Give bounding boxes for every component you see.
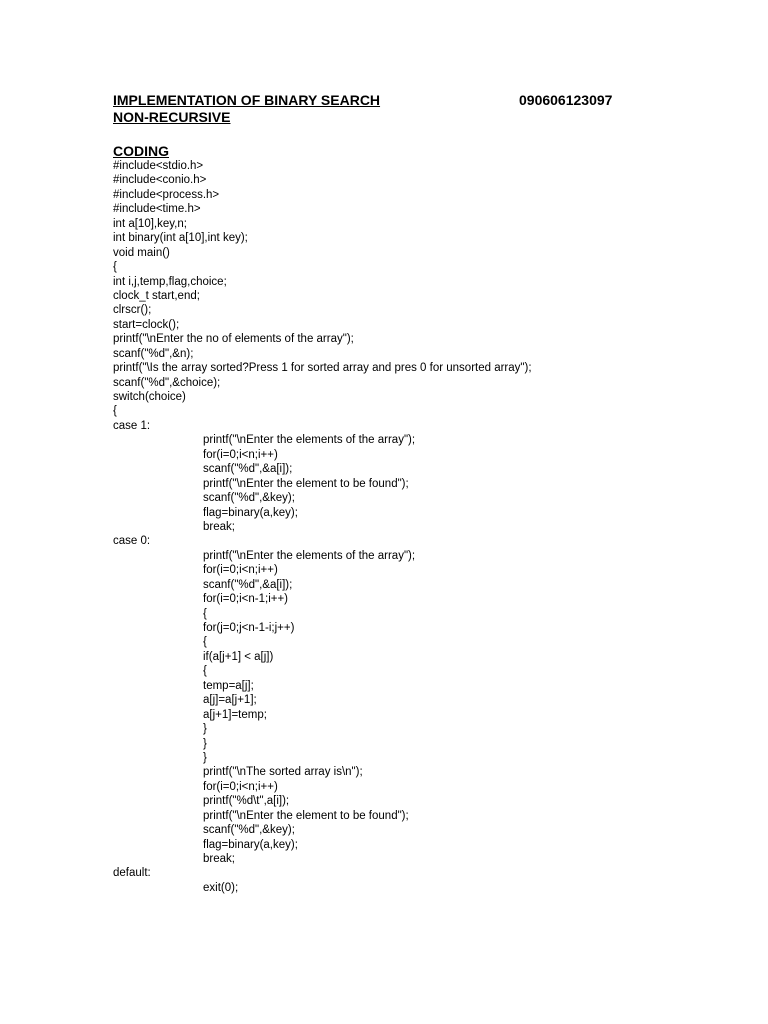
code-line: } [203,723,207,736]
code-line: { [203,665,207,678]
code-line: scanf("%d",&a[i]); [203,463,293,476]
code-line: for(i=0;i<n-1;i++) [203,593,289,606]
section-heading: CODING [113,143,169,159]
code-line: scanf("%d",&key); [203,492,295,505]
code-line: for(i=0;i<n;i++) [203,564,278,577]
code-line: default: [113,867,151,880]
code-line: printf("\nEnter the elements of the array"); [203,434,416,447]
code-line: case 1: [113,419,151,432]
code-line: for(i=0;i<n;i++) [203,780,278,793]
code-line: printf("\nThe sorted array is\n"); [203,766,363,779]
roll-number: 090606123097 [519,92,613,108]
code-line: } [203,737,207,750]
code-line: start=clock(); [113,318,180,331]
code-line: for(i=0;i<n;i++) [203,448,278,461]
code-line: void main() [113,246,170,259]
code-line: flag=binary(a,key); [203,506,298,519]
code-line: break; [203,520,235,533]
code-line: break; [203,853,235,865]
code-line: { [203,636,207,649]
code-line: scanf("%d",&a[i]); [203,578,293,591]
code-line: exit(0); [203,881,239,894]
code-line: #include<time.h> [113,203,201,216]
code-line: a[j]=a[j+1]; [203,694,257,707]
code-line: printf("\Is the array sorted?Press 1 for sorted array and pres 0 for unsorted array"); [113,362,532,375]
code-line: #include<stdio.h> [113,160,204,172]
code-line: printf("\nEnter the element to be found"); [203,809,409,822]
code-line: clock_t start,end; [113,289,200,302]
code-line: { [203,607,207,620]
code-line: for(j=0;j<n-1-i;j++) [203,622,295,634]
code-line: if(a[j+1] < a[j]) [203,650,274,663]
document-subtitle: NON-RECURSIVE [113,109,231,125]
code-line: scanf("%d",&choice); [113,376,221,389]
code-line: { [113,261,117,274]
code-line: int i,j,temp,flag,choice; [113,275,227,288]
code-line: #include<conio.h> [113,174,207,187]
code-line: #include<process.h> [113,188,220,201]
code-line: a[j+1]=temp; [203,708,267,721]
code-line: scanf("%d",&n); [113,347,194,360]
code-block [113,159,532,895]
code-line: printf("\nEnter the element to be found"); [203,477,409,490]
code-line: scanf("%d",&key); [203,824,295,837]
code-line: int a[10],key,n; [113,217,187,230]
code-line: { [113,405,117,418]
code-line: flag=binary(a,key); [203,838,298,851]
code-line: printf("\nEnter the elements of the array"); [203,549,416,562]
code-line: case 0: [113,535,151,548]
code-line: printf("\nEnter the no of elements of the array"); [113,333,354,346]
code-line: switch(choice) [113,391,186,403]
code-line: printf("%d\t",a[i]); [203,795,290,808]
code-line: } [203,751,207,764]
code-line: clrscr(); [113,304,152,317]
code-line: int binary(int a[10],int key); [113,232,248,245]
code-line: temp=a[j]; [203,679,254,692]
document-title: IMPLEMENTATION OF BINARY SEARCH [113,92,381,108]
